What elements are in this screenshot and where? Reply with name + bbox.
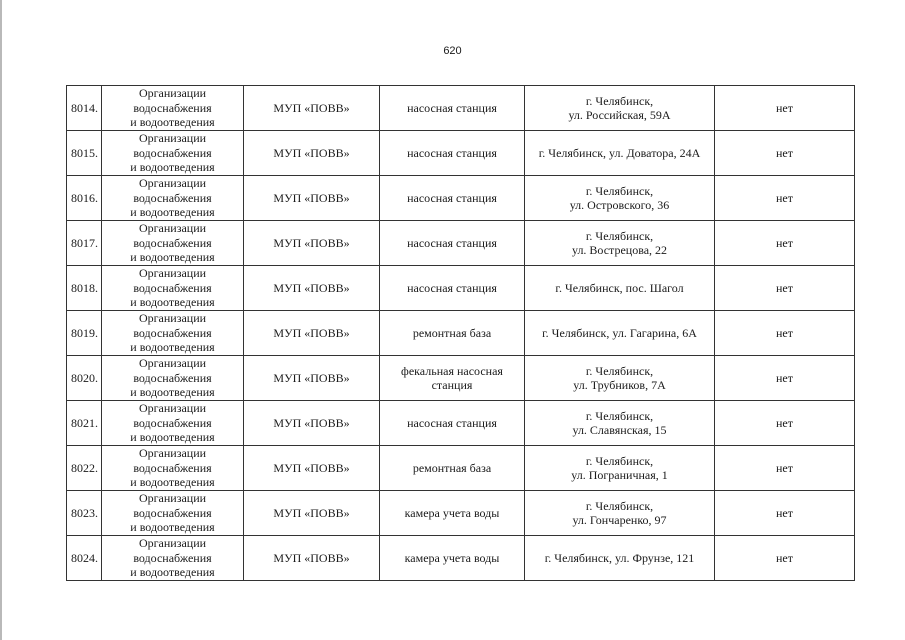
address-line: г. Челябинск, xyxy=(585,184,654,198)
object-type-line: камера учета воды xyxy=(404,506,500,520)
organization-type-line: Организации xyxy=(138,491,207,506)
address-line: г. Челябинск, xyxy=(585,94,654,108)
status-cell: нет xyxy=(715,131,855,176)
organization-type-cell xyxy=(102,131,244,176)
table-row xyxy=(67,446,855,491)
organization-name-cell: МУП «ПОВВ» xyxy=(244,131,380,176)
object-type-cell xyxy=(380,356,525,401)
organization-type-line: водоснабжения xyxy=(133,325,212,340)
table-row xyxy=(67,401,855,446)
address-line: ул. Вострецова, 22 xyxy=(571,243,668,257)
object-type-cell xyxy=(380,266,525,311)
object-type-line: насосная станция xyxy=(407,146,497,160)
row-number-cell: 8017. xyxy=(67,221,102,266)
organization-name-cell: МУП «ПОВВ» xyxy=(244,176,380,221)
object-type-cell xyxy=(380,401,525,446)
organization-type-line: Организации xyxy=(138,446,207,461)
address-cell xyxy=(525,491,715,536)
organization-type-line: Организации xyxy=(138,401,207,416)
organization-type-line: Организации xyxy=(138,86,207,101)
address-line: г. Челябинск, ул. Фрунзе, 121 xyxy=(544,551,695,565)
organization-name-cell: МУП «ПОВВ» xyxy=(244,311,380,356)
object-type-line: камера учета воды xyxy=(404,551,500,565)
organization-type-line: и водоотведения xyxy=(130,250,215,265)
table-row xyxy=(67,176,855,221)
organization-type-line: и водоотведения xyxy=(130,160,215,175)
organization-type-cell xyxy=(102,401,244,446)
address-line: г. Челябинск, xyxy=(585,409,654,423)
table-row xyxy=(67,356,855,401)
row-number-cell: 8022. xyxy=(67,446,102,491)
address-line: г. Челябинск, xyxy=(585,229,654,243)
organization-type-cell xyxy=(102,446,244,491)
status-cell: нет xyxy=(715,176,855,221)
row-number-cell: 8016. xyxy=(67,176,102,221)
organization-type-line: водоснабжения xyxy=(133,235,212,250)
table-row xyxy=(67,311,855,356)
object-type-line: станция xyxy=(431,378,473,392)
address-line: г. Челябинск, xyxy=(585,364,654,378)
organization-type-line: и водоотведения xyxy=(130,385,215,400)
organization-name-cell: МУП «ПОВВ» xyxy=(244,86,380,131)
status-cell: нет xyxy=(715,86,855,131)
organization-type-line: водоснабжения xyxy=(133,460,212,475)
organization-name-cell: МУП «ПОВВ» xyxy=(244,401,380,446)
table-row xyxy=(67,221,855,266)
table-row xyxy=(67,266,855,311)
organization-type-line: водоснабжения xyxy=(133,190,212,205)
object-type-line: фекальная насосная xyxy=(401,364,503,378)
object-type-cell xyxy=(380,86,525,131)
address-cell xyxy=(525,221,715,266)
organization-name-cell: МУП «ПОВВ» xyxy=(244,356,380,401)
organization-type-cell xyxy=(102,86,244,131)
object-type-cell xyxy=(380,131,525,176)
organization-name-cell: МУП «ПОВВ» xyxy=(244,266,380,311)
organization-type-line: и водоотведения xyxy=(130,295,215,310)
page-left-edge xyxy=(0,0,2,640)
organization-type-line: Организации xyxy=(138,131,207,146)
address-line: г. Челябинск, xyxy=(585,499,654,513)
row-number-cell: 8015. xyxy=(67,131,102,176)
object-type-line: насосная станция xyxy=(407,101,497,115)
organization-type-cell xyxy=(102,491,244,536)
organization-type-cell xyxy=(102,311,244,356)
row-number-cell: 8019. xyxy=(67,311,102,356)
organization-type-line: Организации xyxy=(138,311,207,326)
organization-type-line: и водоотведения xyxy=(130,520,215,535)
object-type-line: насосная станция xyxy=(407,281,497,295)
status-cell: нет xyxy=(715,311,855,356)
status-cell: нет xyxy=(715,446,855,491)
table-row xyxy=(67,86,855,131)
row-number-cell: 8020. xyxy=(67,356,102,401)
organization-type-line: и водоотведения xyxy=(130,430,215,445)
organization-type-cell xyxy=(102,536,244,581)
table-row xyxy=(67,131,855,176)
object-type-line: ремонтная база xyxy=(412,461,492,475)
organization-type-line: и водоотведения xyxy=(130,340,215,355)
organization-type-line: и водоотведения xyxy=(130,475,215,490)
object-type-line: ремонтная база xyxy=(412,326,492,340)
object-type-line: насосная станция xyxy=(407,236,497,250)
organization-type-cell xyxy=(102,221,244,266)
address-cell xyxy=(525,176,715,221)
organization-type-line: Организации xyxy=(138,221,207,236)
organization-name-cell: МУП «ПОВВ» xyxy=(244,221,380,266)
address-line: ул. Трубников, 7А xyxy=(573,378,666,392)
organization-type-line: водоснабжения xyxy=(133,145,212,160)
row-number-cell: 8023. xyxy=(67,491,102,536)
address-line: ул. Российская, 59А xyxy=(568,108,671,122)
page-number: 620 xyxy=(443,45,462,57)
status-cell: нет xyxy=(715,221,855,266)
object-type-cell xyxy=(380,446,525,491)
table-row xyxy=(67,491,855,536)
organization-type-line: водоснабжения xyxy=(133,415,212,430)
registry-table-body xyxy=(67,86,855,581)
object-type-line: насосная станция xyxy=(407,191,497,205)
registry-table xyxy=(66,85,855,581)
address-cell xyxy=(525,131,715,176)
table-row xyxy=(67,536,855,581)
organization-type-line: и водоотведения xyxy=(130,205,215,220)
object-type-cell xyxy=(380,311,525,356)
address-cell xyxy=(525,311,715,356)
address-line: ул. Островского, 36 xyxy=(569,198,670,212)
status-cell: нет xyxy=(715,356,855,401)
object-type-cell xyxy=(380,536,525,581)
address-cell xyxy=(525,266,715,311)
organization-type-line: водоснабжения xyxy=(133,370,212,385)
organization-type-line: водоснабжения xyxy=(133,280,212,295)
organization-type-line: водоснабжения xyxy=(133,505,212,520)
status-cell: нет xyxy=(715,491,855,536)
status-cell: нет xyxy=(715,401,855,446)
organization-type-line: Организации xyxy=(138,536,207,551)
address-cell xyxy=(525,356,715,401)
address-line: г. Челябинск, xyxy=(585,454,654,468)
organization-type-line: Организации xyxy=(138,176,207,191)
address-cell xyxy=(525,86,715,131)
organization-type-line: и водоотведения xyxy=(130,565,215,580)
address-line: ул. Пограничная, 1 xyxy=(571,468,668,482)
status-cell: нет xyxy=(715,266,855,311)
object-type-line: насосная станция xyxy=(407,416,497,430)
object-type-cell xyxy=(380,221,525,266)
address-line: ул. Гончаренко, 97 xyxy=(572,513,667,527)
organization-type-cell xyxy=(102,356,244,401)
organization-name-cell: МУП «ПОВВ» xyxy=(244,446,380,491)
organization-type-cell xyxy=(102,176,244,221)
row-number-cell: 8018. xyxy=(67,266,102,311)
address-line: г. Челябинск, пос. Шагол xyxy=(555,281,684,295)
organization-type-line: Организации xyxy=(138,356,207,371)
status-cell: нет xyxy=(715,536,855,581)
organization-type-line: и водоотведения xyxy=(130,115,215,130)
organization-type-cell xyxy=(102,266,244,311)
address-cell xyxy=(525,401,715,446)
row-number-cell: 8021. xyxy=(67,401,102,446)
organization-type-line: водоснабжения xyxy=(133,550,212,565)
object-type-cell xyxy=(380,176,525,221)
address-cell xyxy=(525,536,715,581)
organization-name-cell: МУП «ПОВВ» xyxy=(244,491,380,536)
address-line: г. Челябинск, ул. Доватора, 24А xyxy=(538,146,701,160)
object-type-cell xyxy=(380,491,525,536)
row-number-cell: 8024. xyxy=(67,536,102,581)
address-cell xyxy=(525,446,715,491)
address-line: г. Челябинск, ул. Гагарина, 6А xyxy=(542,326,697,340)
organization-type-line: Организации xyxy=(138,266,207,281)
row-number-cell: 8014. xyxy=(67,86,102,131)
organization-name-cell: МУП «ПОВВ» xyxy=(244,536,380,581)
address-line: ул. Славянская, 15 xyxy=(572,423,667,437)
organization-type-line: водоснабжения xyxy=(133,100,212,115)
